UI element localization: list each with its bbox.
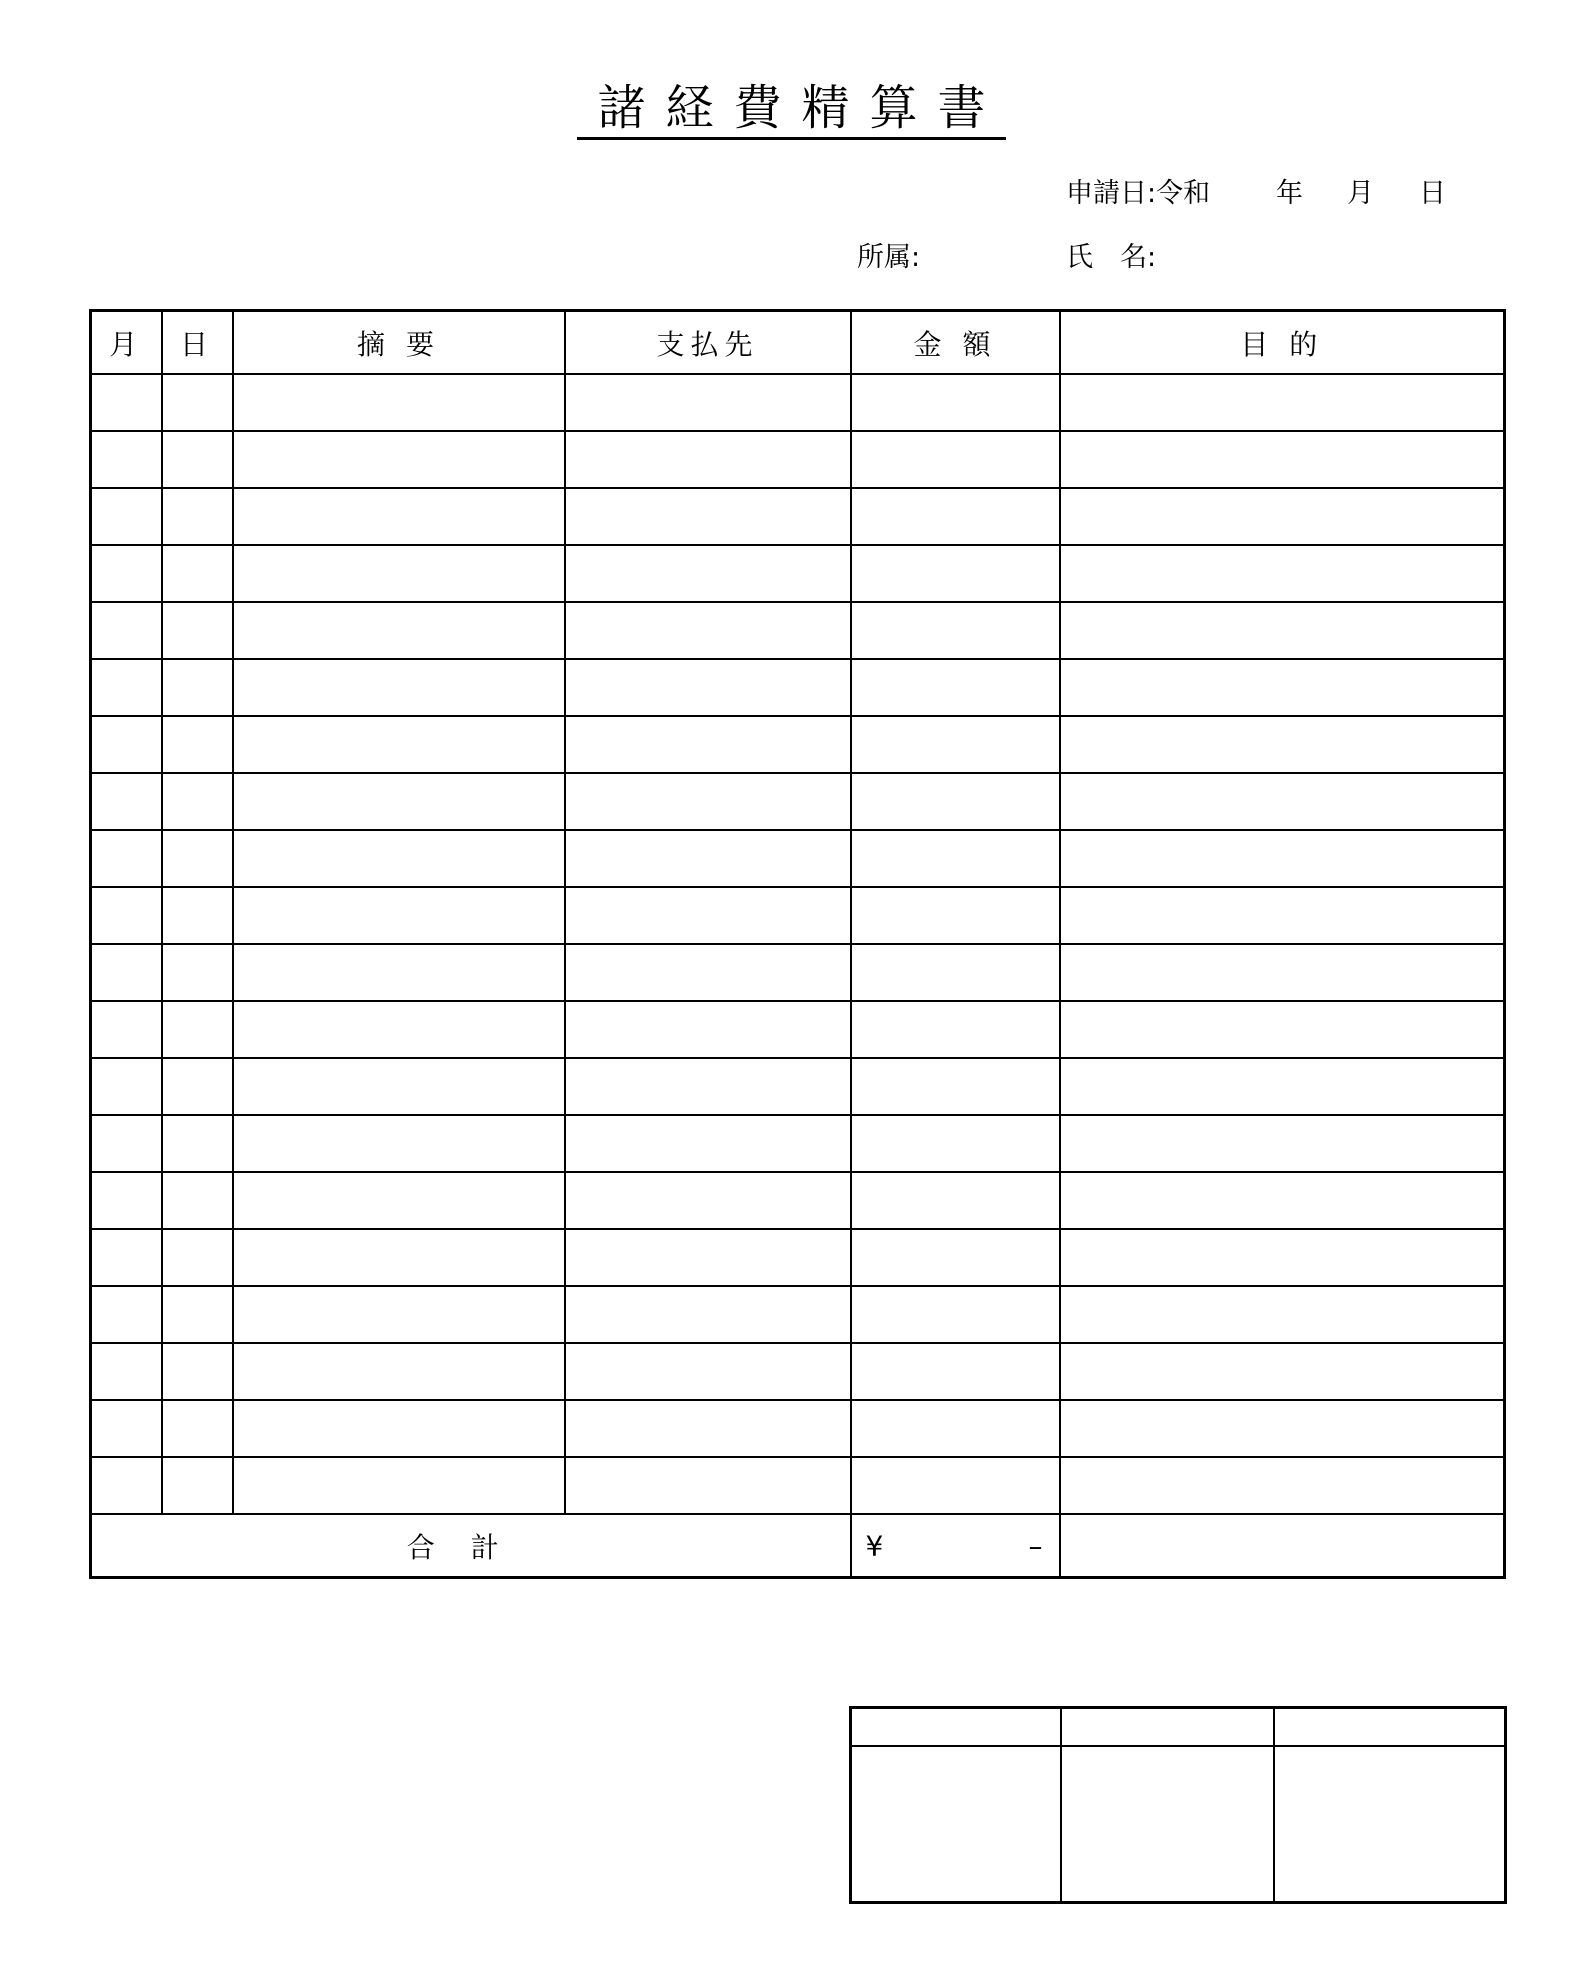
- cell-amount[interactable]: [851, 1115, 1060, 1172]
- table-row: [91, 887, 1505, 944]
- cell-purpose[interactable]: [1060, 1001, 1505, 1058]
- cell-payee[interactable]: [565, 830, 851, 887]
- cell-month[interactable]: [91, 1400, 162, 1457]
- document-title: [0, 78, 1583, 140]
- cell-month[interactable]: [91, 944, 162, 1001]
- cell-purpose[interactable]: [1060, 944, 1505, 1001]
- total-amount-value: –: [1028, 1529, 1043, 1562]
- table-header-row: [91, 311, 1505, 375]
- cell-day[interactable]: [162, 1229, 233, 1286]
- column-header-description: 摘 要: [233, 311, 565, 375]
- cell-payee[interactable]: [565, 659, 851, 716]
- cell-day[interactable]: [162, 1457, 233, 1514]
- cell-amount[interactable]: [851, 488, 1060, 545]
- cell-payee[interactable]: [565, 1115, 851, 1172]
- cell-amount[interactable]: [851, 1457, 1060, 1514]
- table-row: [91, 1172, 1505, 1229]
- cell-purpose[interactable]: [1060, 1115, 1505, 1172]
- cell-month[interactable]: [91, 887, 162, 944]
- cell-purpose[interactable]: [1060, 431, 1505, 488]
- approval-stamp-cell[interactable]: [1274, 1746, 1506, 1903]
- cell-amount[interactable]: [851, 602, 1060, 659]
- approval-stamp-table: [849, 1706, 1507, 1904]
- cell-month[interactable]: [91, 1172, 162, 1229]
- cell-month[interactable]: [91, 1001, 162, 1058]
- cell-amount[interactable]: [851, 1058, 1060, 1115]
- table-row: [91, 944, 1505, 1001]
- cell-day[interactable]: [162, 773, 233, 830]
- expense-table: [89, 309, 1506, 1579]
- cell-month[interactable]: [91, 773, 162, 830]
- cell-day[interactable]: [162, 1172, 233, 1229]
- cell-month[interactable]: [91, 545, 162, 602]
- table-row: [91, 431, 1505, 488]
- table-row: [91, 1058, 1505, 1115]
- cell-day[interactable]: [162, 1115, 233, 1172]
- cell-payee[interactable]: [565, 374, 851, 431]
- table-row: [91, 1286, 1505, 1343]
- cell-amount[interactable]: [851, 431, 1060, 488]
- cell-month[interactable]: [91, 659, 162, 716]
- approval-stamp-row: [851, 1746, 1506, 1903]
- table-row: [91, 659, 1505, 716]
- affiliation-label: 所属:: [857, 242, 921, 273]
- cell-purpose[interactable]: [1060, 1400, 1505, 1457]
- cell-payee[interactable]: [565, 944, 851, 1001]
- total-purpose-cell[interactable]: [1060, 1514, 1505, 1578]
- cell-payee[interactable]: [565, 1058, 851, 1115]
- table-row: [91, 1343, 1505, 1400]
- cell-purpose[interactable]: [1060, 1457, 1505, 1514]
- cell-day[interactable]: [162, 1400, 233, 1457]
- table-row: [91, 1229, 1505, 1286]
- cell-description[interactable]: [233, 1400, 565, 1457]
- cell-amount[interactable]: [851, 773, 1060, 830]
- cell-month[interactable]: [91, 1058, 162, 1115]
- month-label: 月: [1347, 178, 1374, 209]
- cell-month[interactable]: [91, 488, 162, 545]
- cell-description[interactable]: [233, 944, 565, 1001]
- title-text: 諸経費精算書: [577, 79, 1005, 140]
- cell-amount[interactable]: [851, 1172, 1060, 1229]
- cell-description[interactable]: [233, 659, 565, 716]
- cell-amount[interactable]: [851, 716, 1060, 773]
- cell-amount[interactable]: [851, 659, 1060, 716]
- approval-label-cell[interactable]: [851, 1708, 1061, 1747]
- cell-payee[interactable]: [565, 1343, 851, 1400]
- cell-month[interactable]: [91, 716, 162, 773]
- table-row: [91, 1457, 1505, 1514]
- table-row: [91, 1001, 1505, 1058]
- approval-label-cell[interactable]: [1061, 1708, 1274, 1747]
- cell-month[interactable]: [91, 1115, 162, 1172]
- cell-description[interactable]: [233, 1229, 565, 1286]
- cell-description[interactable]: [233, 374, 565, 431]
- cell-payee[interactable]: [565, 1172, 851, 1229]
- cell-description[interactable]: [233, 830, 565, 887]
- cell-payee[interactable]: [565, 1229, 851, 1286]
- column-header-amount: 金 額: [851, 311, 1060, 375]
- table-row: [91, 488, 1505, 545]
- cell-description[interactable]: [233, 1115, 565, 1172]
- cell-purpose[interactable]: [1060, 1058, 1505, 1115]
- cell-amount[interactable]: [851, 1001, 1060, 1058]
- cell-amount[interactable]: [851, 1229, 1060, 1286]
- cell-day[interactable]: [162, 602, 233, 659]
- cell-purpose[interactable]: [1060, 374, 1505, 431]
- table-body: [91, 374, 1505, 1514]
- table-row: [91, 374, 1505, 431]
- cell-description[interactable]: [233, 887, 565, 944]
- column-header-payee: 支払先: [565, 311, 851, 375]
- cell-amount[interactable]: [851, 1400, 1060, 1457]
- cell-month[interactable]: [91, 830, 162, 887]
- cell-payee[interactable]: [565, 431, 851, 488]
- approval-stamp-cell[interactable]: [851, 1746, 1061, 1903]
- approval-label-cell[interactable]: [1274, 1708, 1506, 1747]
- cell-payee[interactable]: [565, 1286, 851, 1343]
- cell-description[interactable]: [233, 773, 565, 830]
- cell-day[interactable]: [162, 944, 233, 1001]
- cell-description[interactable]: [233, 1343, 565, 1400]
- cell-purpose[interactable]: [1060, 1229, 1505, 1286]
- approval-label-row: [851, 1708, 1506, 1747]
- column-header-month: 月: [91, 311, 162, 375]
- cell-amount[interactable]: [851, 545, 1060, 602]
- cell-payee[interactable]: [565, 1001, 851, 1058]
- cell-purpose[interactable]: [1060, 1286, 1505, 1343]
- cell-purpose[interactable]: [1060, 602, 1505, 659]
- total-label: 合計: [91, 1514, 851, 1578]
- cell-purpose[interactable]: [1060, 1343, 1505, 1400]
- yen-sign: ¥: [865, 1529, 884, 1562]
- cell-day[interactable]: [162, 431, 233, 488]
- cell-payee[interactable]: [565, 1457, 851, 1514]
- column-header-day: 日: [162, 311, 233, 375]
- cell-month[interactable]: [91, 1286, 162, 1343]
- cell-description[interactable]: [233, 1058, 565, 1115]
- total-row: [91, 1514, 1505, 1578]
- cell-day[interactable]: [162, 1343, 233, 1400]
- cell-payee[interactable]: [565, 716, 851, 773]
- cell-month[interactable]: [91, 1457, 162, 1514]
- cell-day[interactable]: [162, 716, 233, 773]
- approval-stamp-cell[interactable]: [1061, 1746, 1274, 1903]
- cell-purpose[interactable]: [1060, 1172, 1505, 1229]
- cell-day[interactable]: [162, 1058, 233, 1115]
- column-header-purpose: 目 的: [1060, 311, 1505, 375]
- table-row: [91, 716, 1505, 773]
- cell-day[interactable]: [162, 488, 233, 545]
- cell-description[interactable]: [233, 1172, 565, 1229]
- cell-description[interactable]: [233, 602, 565, 659]
- cell-payee[interactable]: [565, 545, 851, 602]
- table-row: [91, 602, 1505, 659]
- cell-purpose[interactable]: [1060, 887, 1505, 944]
- cell-description[interactable]: [233, 716, 565, 773]
- cell-purpose[interactable]: [1060, 545, 1505, 602]
- cell-day[interactable]: [162, 830, 233, 887]
- cell-amount[interactable]: [851, 1286, 1060, 1343]
- table-row: [91, 773, 1505, 830]
- application-date-label: 申請日:令和: [1066, 178, 1211, 209]
- cell-payee[interactable]: [565, 1400, 851, 1457]
- table-row: [91, 1400, 1505, 1457]
- cell-amount[interactable]: [851, 374, 1060, 431]
- cell-day[interactable]: [162, 374, 233, 431]
- cell-month[interactable]: [91, 431, 162, 488]
- cell-description[interactable]: [233, 488, 565, 545]
- table-row: [91, 545, 1505, 602]
- cell-purpose[interactable]: [1060, 659, 1505, 716]
- cell-description[interactable]: [233, 1001, 565, 1058]
- applicant-name-label: 氏 名:: [1066, 242, 1157, 273]
- cell-month[interactable]: [91, 1229, 162, 1286]
- year-label: 年: [1276, 178, 1303, 209]
- cell-month[interactable]: [91, 1343, 162, 1400]
- cell-description[interactable]: [233, 545, 565, 602]
- cell-day[interactable]: [162, 1286, 233, 1343]
- cell-description[interactable]: [233, 431, 565, 488]
- cell-amount[interactable]: [851, 830, 1060, 887]
- cell-amount[interactable]: [851, 887, 1060, 944]
- total-amount-cell[interactable]: [851, 1514, 1060, 1578]
- table-row: [91, 1115, 1505, 1172]
- table-row: [91, 830, 1505, 887]
- cell-day[interactable]: [162, 659, 233, 716]
- cell-amount[interactable]: [851, 1343, 1060, 1400]
- cell-month[interactable]: [91, 374, 162, 431]
- cell-payee[interactable]: [565, 773, 851, 830]
- day-label: 日: [1419, 178, 1446, 209]
- cell-amount[interactable]: [851, 944, 1060, 1001]
- cell-purpose[interactable]: [1060, 488, 1505, 545]
- cell-payee[interactable]: [565, 488, 851, 545]
- cell-description[interactable]: [233, 1286, 565, 1343]
- cell-day[interactable]: [162, 1001, 233, 1058]
- cell-payee[interactable]: [565, 887, 851, 944]
- cell-payee[interactable]: [565, 602, 851, 659]
- cell-day[interactable]: [162, 887, 233, 944]
- cell-description[interactable]: [233, 1457, 565, 1514]
- cell-purpose[interactable]: [1060, 716, 1505, 773]
- cell-month[interactable]: [91, 602, 162, 659]
- cell-day[interactable]: [162, 545, 233, 602]
- cell-purpose[interactable]: [1060, 830, 1505, 887]
- cell-purpose[interactable]: [1060, 773, 1505, 830]
